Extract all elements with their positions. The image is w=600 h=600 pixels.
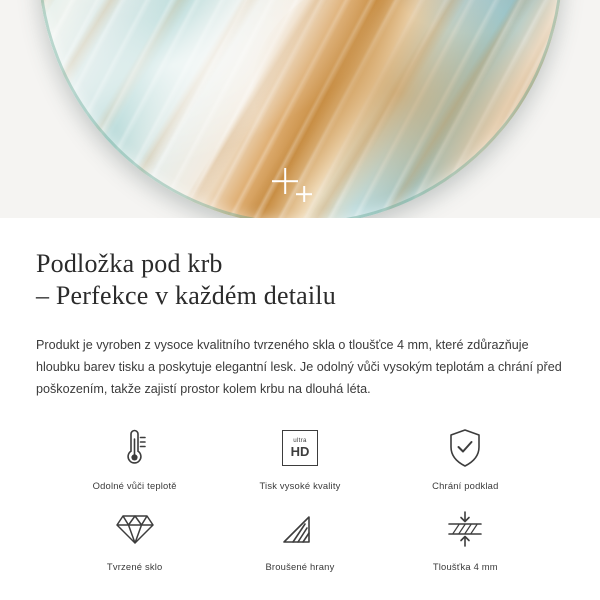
ultra-hd-big-text: HD [290, 444, 310, 460]
feature-label: Tisk vysoké kvality [259, 480, 341, 491]
diamond-icon [115, 507, 155, 551]
page-title-line-2: – Perfekce v každém detailu [36, 281, 336, 310]
feature-item-surface-protection [383, 426, 548, 491]
feature-grid [36, 426, 564, 572]
content-block [0, 218, 600, 572]
feature-label: Chrání podklad [432, 480, 499, 491]
feature-label: Tvrzené sklo [106, 561, 163, 572]
ultra-hd-small-text: ultra [293, 436, 307, 444]
feature-label: Odolné vůči teplotě [92, 480, 177, 491]
product-description: Produkt je vyroben z vysoce kvalitního tvrzeného skla o tloušťce 4 mm, které zdůrazňuje hloubku barev tisku a poskytuje elegantní lesk. Je odolný vůči vysokým teplotám a chrání před poškozením, takže zajistí prostor kolem krbu na dlouhá léta. [36, 338, 562, 396]
hero-image [0, 0, 600, 218]
feature-item-thickness [383, 507, 548, 572]
thermometer-icon [118, 426, 152, 470]
glass-pad-circle [38, 0, 563, 218]
feature-item-temperature [52, 426, 217, 491]
feature-item-polished-edges [217, 507, 382, 572]
polished-edges-icon [280, 507, 320, 551]
feature-item-print-quality [217, 426, 382, 491]
ultra-hd-icon [282, 426, 318, 470]
page-title-line-1: Podložka pod krb [36, 249, 223, 278]
thickness-arrows-icon [445, 507, 485, 551]
page-title [36, 248, 564, 312]
shield-check-icon [447, 426, 483, 470]
feature-label: Broušené hrany [265, 561, 335, 572]
feature-item-tempered-glass [52, 507, 217, 572]
feature-label: Tloušťka 4 mm [432, 561, 498, 572]
